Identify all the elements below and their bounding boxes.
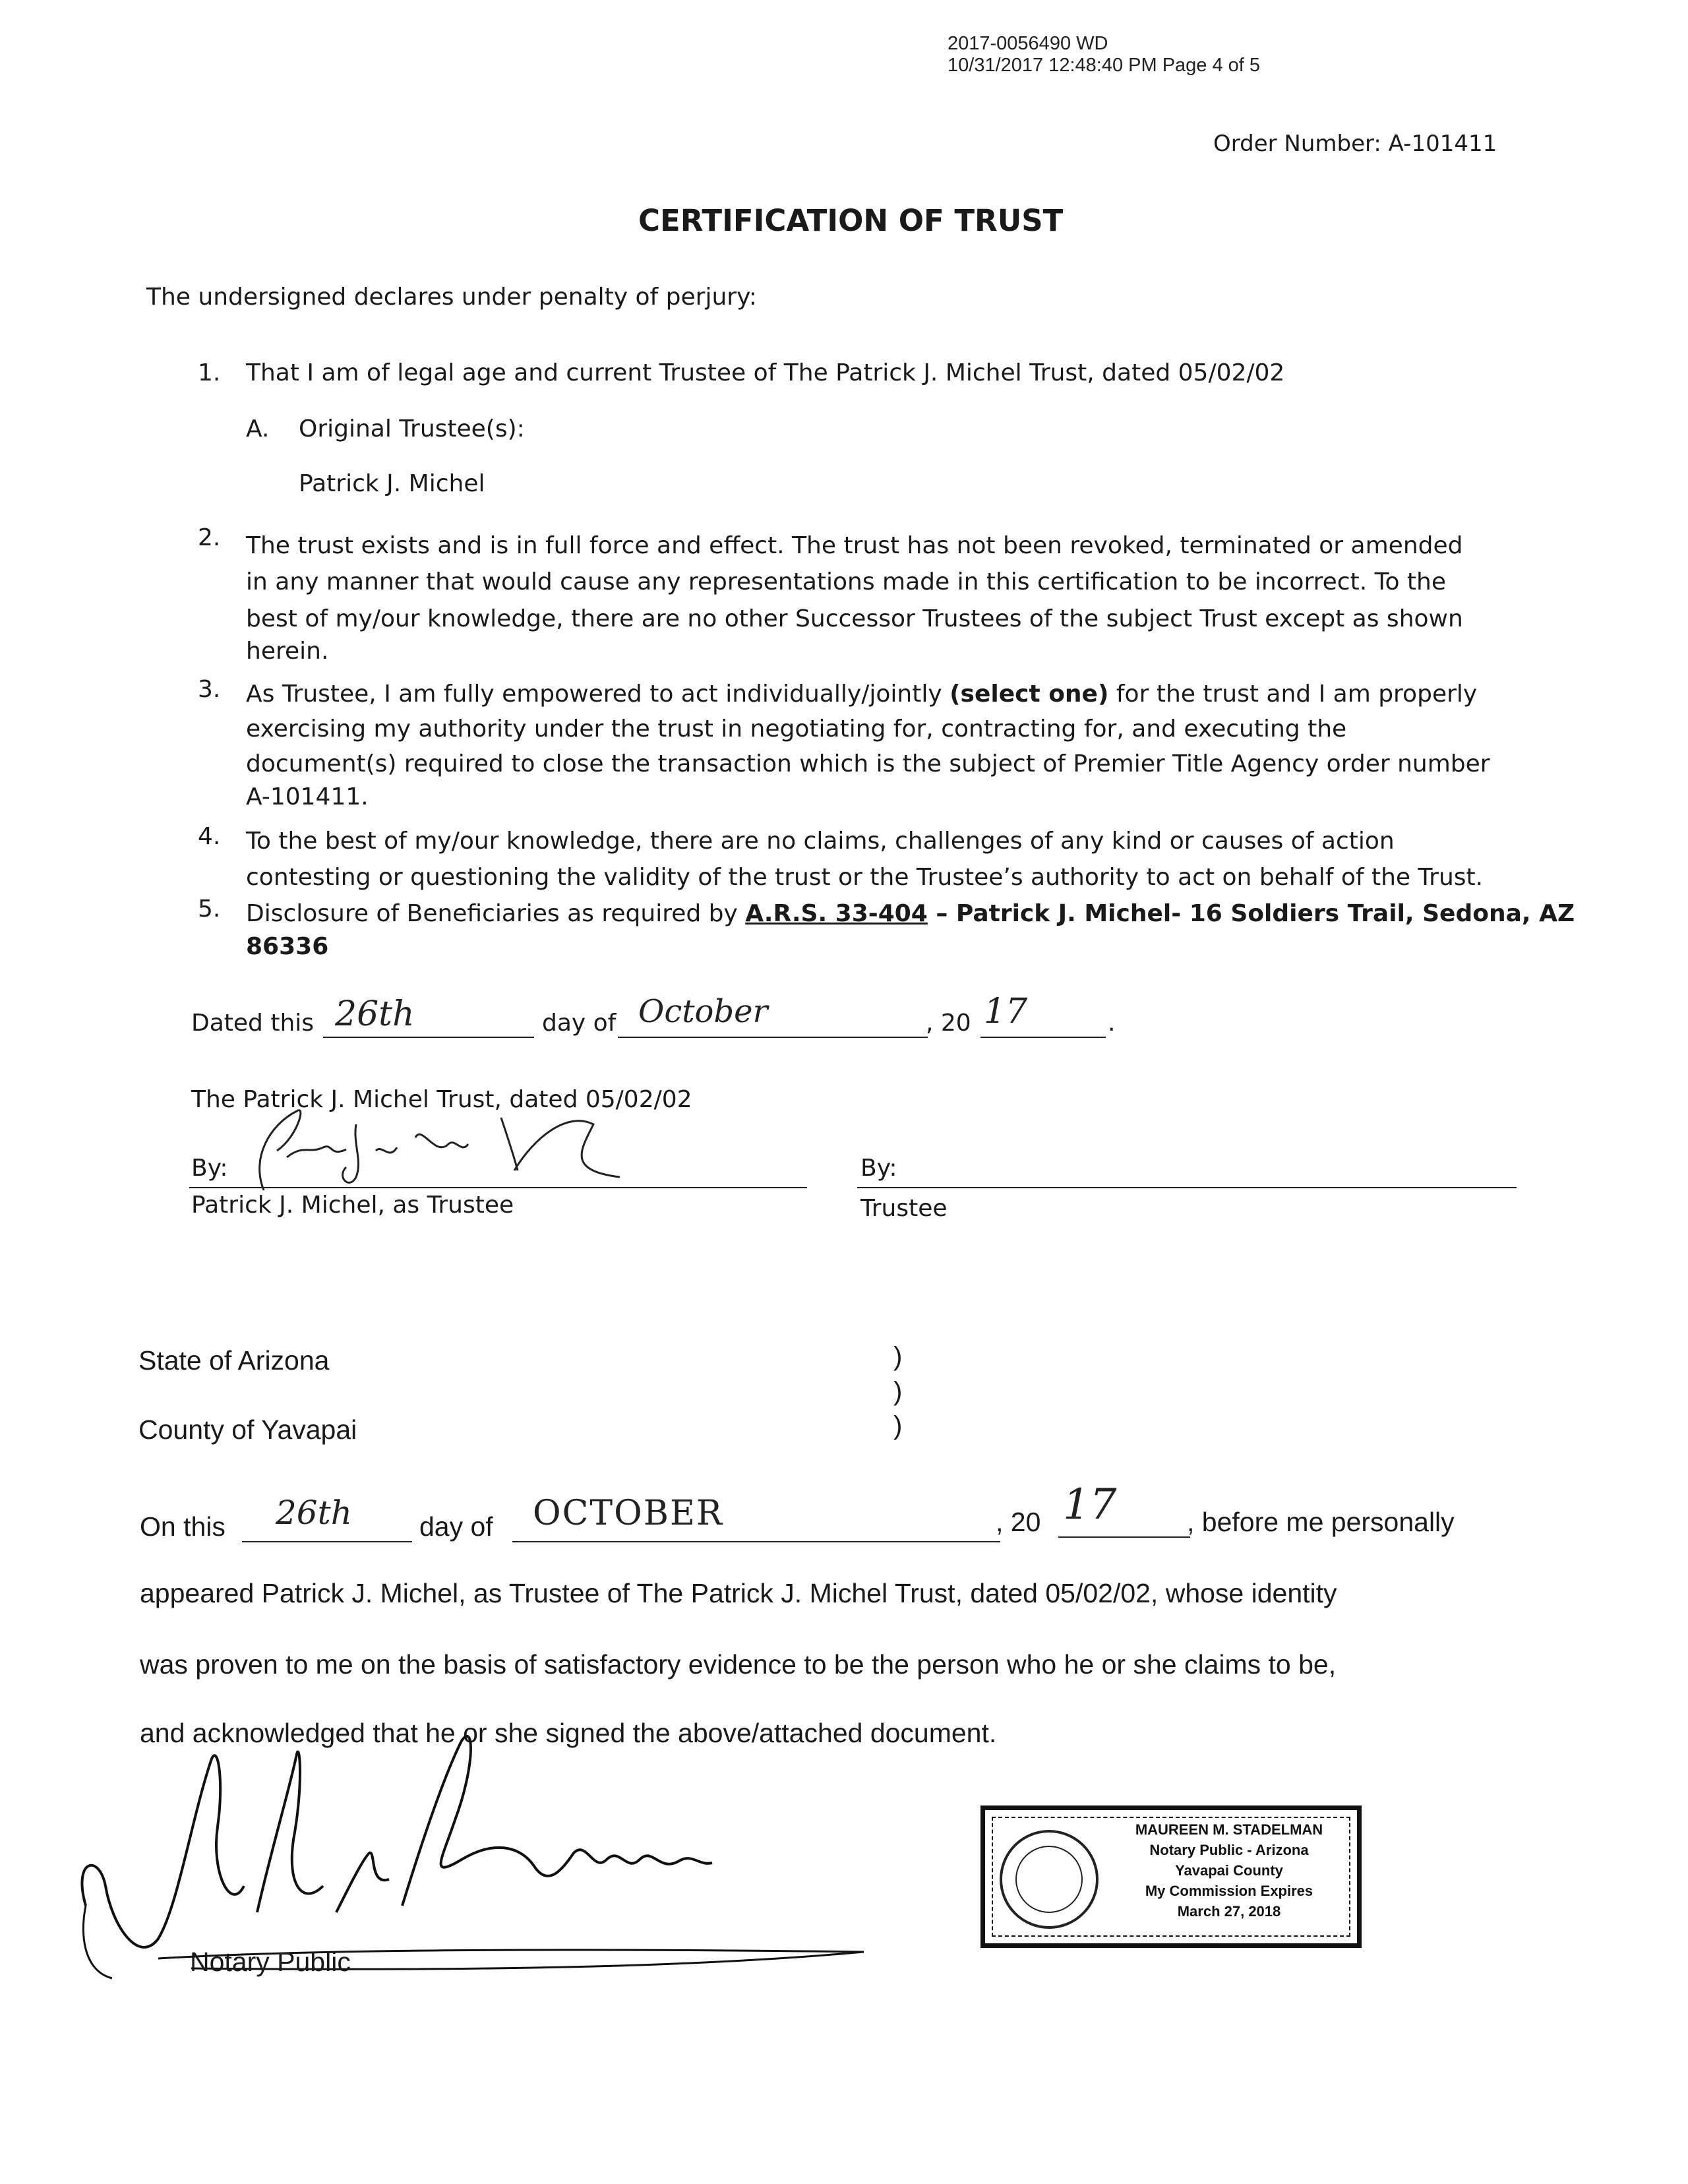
signature-right-by: By: xyxy=(860,1155,897,1182)
notary-caption: Notary Public xyxy=(190,1947,351,1977)
stamp-county: Yavapai County xyxy=(1175,1862,1283,1879)
ack-day-of: day of xyxy=(419,1511,493,1542)
intro-statement: The undersigned declares under penalty of perjury: xyxy=(146,284,757,311)
trustee-signature xyxy=(224,1098,646,1197)
ack-line-4: and acknowledged that he or she signed the above/attached document. xyxy=(140,1718,997,1748)
stamp-expires-date: March 27, 2018 xyxy=(1177,1903,1281,1920)
item-1-text: That I am of legal age and current Trustee of The Patrick J. Michel Trust, dated 05/02/02 xyxy=(246,359,1285,386)
stamp-notary-title: Notary Public - Arizona xyxy=(1149,1842,1309,1858)
item-3-line-3: document(s) required to close the transaction which is the subject of Premier Title Agency order number xyxy=(246,750,1490,777)
document-title: CERTIFICATION OF TRUST xyxy=(638,203,1064,238)
dated-month-handwritten: October xyxy=(638,993,768,1030)
venue-state: State of Arizona xyxy=(138,1345,330,1376)
notary-stamp xyxy=(980,1805,1362,1948)
item-3-line-4: A-101411. xyxy=(246,783,369,810)
item-2-line-4: herein. xyxy=(246,638,329,665)
item-3-line-1: As Trustee, I am fully empowered to act individually/jointly (select one) for the trust and I am properly xyxy=(246,681,1478,708)
ack-day-handwritten: 26th xyxy=(276,1494,352,1532)
item-4-line-1: To the best of my/our knowledge, there are no claims, challenges of any kind or causes of action xyxy=(246,828,1395,855)
dated-month-blank xyxy=(618,1037,928,1038)
dated-year-blank xyxy=(980,1037,1106,1038)
item-2-line-3: best of my/our knowledge, there are no other Successor Trustees of the subject Trust except as shown xyxy=(246,605,1463,632)
item-1-number: 1. xyxy=(198,359,221,386)
item-4-number: 4. xyxy=(198,823,221,850)
dated-end: . xyxy=(1108,1010,1116,1037)
stamp-expires-label: My Commission Expires xyxy=(1145,1883,1313,1899)
signature-right-line xyxy=(857,1187,1517,1188)
venue-county: County of Yavapai xyxy=(138,1414,357,1445)
dated-year-prefix: , 20 xyxy=(926,1010,971,1037)
dated-day-of: day of xyxy=(542,1010,617,1037)
item-3-line-2: exercising my authority under the trust in negotiating for, contracting for, and executing the xyxy=(246,715,1347,743)
recording-timestamp: 10/31/2017 12:48:40 PM Page 4 of 5 xyxy=(948,55,1261,76)
item-2-number: 2. xyxy=(198,524,221,551)
ack-before-me: , before me personally xyxy=(1187,1507,1455,1537)
notary-signature xyxy=(59,1688,877,1991)
item-1a-name: Patrick J. Michel xyxy=(299,470,485,497)
stamp-notary-name: MAUREEN M. STADELMAN xyxy=(1135,1821,1323,1838)
ack-month-handwritten: OCTOBER xyxy=(533,1494,724,1533)
dated-day-blank xyxy=(323,1037,534,1038)
signature-right-caption: Trustee xyxy=(860,1195,948,1222)
dated-year-handwritten: 17 xyxy=(984,992,1028,1031)
item-5-line-2: 86336 xyxy=(246,933,329,960)
ack-line-2: appeared Patrick J. Michel, as Trustee of The Patrick J. Michel Trust, dated 05/02/02, whose identity xyxy=(140,1578,1337,1608)
ack-month-blank xyxy=(512,1541,1000,1542)
ack-year-blank xyxy=(1058,1536,1190,1538)
order-number: Order Number: A-101411 xyxy=(1213,131,1497,157)
trust-name: The Patrick J. Michel Trust, dated 05/02/02 xyxy=(191,1086,692,1113)
dated-day-handwritten: 26th xyxy=(335,994,415,1034)
item-2-line-1: The trust exists and is in full force and effect. The trust has not been revoked, terminated or amended xyxy=(246,532,1463,559)
venue-paren-3: ) xyxy=(893,1411,903,1440)
ack-year-prefix: , 20 xyxy=(996,1507,1041,1537)
recording-number: 2017-0056490 WD xyxy=(948,33,1108,54)
venue-paren-2: ) xyxy=(893,1377,903,1406)
venue-paren-1: ) xyxy=(893,1342,903,1371)
item-1a-label: A. xyxy=(246,415,270,442)
signature-left-by: By: xyxy=(191,1155,228,1182)
item-4-line-2: contesting or questioning the validity of the trust or the Trustee’s authority to act on behalf of the Trust. xyxy=(246,864,1484,891)
ack-day-blank xyxy=(242,1541,412,1542)
signature-left-caption: Patrick J. Michel, as Trustee xyxy=(191,1192,514,1219)
item-3-number: 3. xyxy=(198,676,221,703)
ack-on-this: On this xyxy=(140,1511,226,1542)
item-1a-text: Original Trustee(s): xyxy=(299,415,525,442)
dated-label: Dated this xyxy=(191,1010,315,1037)
item-2-line-2: in any manner that would cause any representations made in this certification to be incorrect. To the xyxy=(246,568,1447,595)
item-5-line-1: Disclosure of Beneficiaries as required by A.R.S. 33-404 – Patrick J. Michel- 16 Soldiers Trail, Sedona, AZ xyxy=(246,900,1575,927)
ack-year-handwritten: 17 xyxy=(1063,1480,1117,1529)
item-5-number: 5. xyxy=(198,895,221,923)
ack-line-3: was proven to me on the basis of satisfactory evidence to be the person who he or she claims to be, xyxy=(140,1649,1337,1680)
arizona-seal-icon xyxy=(1000,1830,1099,1929)
